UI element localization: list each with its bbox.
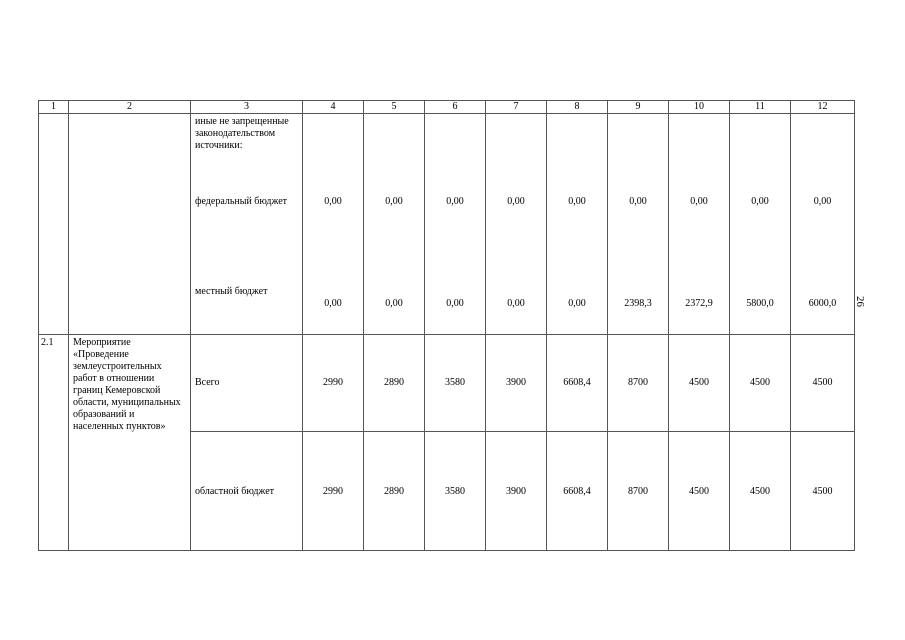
table-row	[39, 335, 855, 432]
federal-budget-label: федеральный бюджет	[195, 196, 288, 207]
column-number: 5	[364, 101, 425, 114]
federal-value: 0,00	[751, 196, 769, 207]
column-number: 3	[191, 101, 303, 114]
regional-value: 4500	[750, 486, 770, 497]
value-cell	[303, 432, 364, 551]
total-value: 3900	[506, 377, 526, 388]
local-value: 0,00	[385, 298, 403, 309]
total-label: Всего	[195, 377, 220, 388]
row-number: 2.1	[39, 335, 69, 551]
column-number: 2	[69, 101, 191, 114]
column-number: 1	[39, 101, 69, 114]
value-cell	[547, 335, 608, 432]
value-cell	[303, 335, 364, 432]
value-cell	[303, 114, 364, 335]
local-value: 5800,0	[746, 298, 774, 309]
column-number: 8	[547, 101, 608, 114]
value-cell	[791, 432, 855, 551]
source-cell	[191, 114, 303, 335]
budget-table	[38, 100, 855, 551]
value-cell	[547, 114, 608, 335]
column-number: 12	[791, 101, 855, 114]
total-value: 8700	[628, 377, 648, 388]
value-cell	[364, 114, 425, 335]
federal-value: 0,00	[813, 196, 832, 207]
value-cell	[486, 432, 547, 551]
column-number-row	[39, 101, 855, 114]
column-number: 7	[486, 101, 547, 114]
value-cell	[486, 114, 547, 335]
local-value: 0,00	[446, 298, 464, 309]
value-cell	[669, 335, 730, 432]
local-value: 2398,3	[624, 298, 652, 309]
value-cell	[669, 432, 730, 551]
federal-value: 0,00	[385, 196, 403, 207]
value-cell	[730, 114, 791, 335]
source-cell	[191, 432, 303, 551]
total-value: 2890	[384, 377, 404, 388]
total-value: 4500	[750, 377, 770, 388]
table-row	[39, 114, 855, 335]
federal-value: 0,00	[629, 196, 647, 207]
page-number: 26	[854, 296, 866, 307]
value-cell	[425, 432, 486, 551]
activity-cell	[69, 114, 191, 335]
column-number: 4	[303, 101, 364, 114]
column-number: 9	[608, 101, 669, 114]
regional-value: 8700	[628, 486, 648, 497]
value-cell	[425, 114, 486, 335]
federal-value: 0,00	[446, 196, 464, 207]
regional-value: 3900	[506, 486, 526, 497]
federal-value: 0,00	[324, 196, 342, 207]
value-cell	[364, 432, 425, 551]
local-value: 0,00	[568, 298, 586, 309]
regional-value: 4500	[812, 486, 833, 497]
total-value: 4500	[689, 377, 709, 388]
federal-value: 0,00	[507, 196, 525, 207]
total-value: 3580	[445, 377, 465, 388]
federal-value: 0,00	[568, 196, 586, 207]
value-cell	[669, 114, 730, 335]
local-value: 2372,9	[685, 298, 713, 309]
total-value: 4500	[812, 377, 833, 388]
source-cell	[191, 335, 303, 432]
total-value: 2990	[323, 377, 343, 388]
other-sources-label: иные не запрещенные законодательством источники:	[195, 116, 289, 151]
federal-value: 0,00	[690, 196, 708, 207]
column-number: 10	[669, 101, 730, 114]
value-cell	[791, 335, 855, 432]
value-cell	[608, 114, 669, 335]
row-number-cell	[39, 114, 69, 335]
local-budget-label: местный бюджет	[195, 286, 268, 297]
value-cell	[547, 432, 608, 551]
value-cell	[364, 335, 425, 432]
local-value: 0,00	[324, 298, 342, 309]
regional-budget-label: областной бюджет	[195, 486, 275, 497]
local-value: 0,00	[507, 298, 525, 309]
value-cell	[730, 432, 791, 551]
activity-title: Мероприятие «Проведение землеустроительных работ в отношении границ Кемеровской области, муниципальных образований и населенных пунктов»	[69, 335, 191, 551]
value-cell	[608, 432, 669, 551]
column-number: 11	[730, 101, 791, 114]
regional-value: 3580	[445, 486, 465, 497]
value-cell	[608, 335, 669, 432]
column-number: 6	[425, 101, 486, 114]
value-cell	[486, 335, 547, 432]
regional-value: 4500	[689, 486, 709, 497]
value-cell	[730, 335, 791, 432]
regional-value: 6608,4	[563, 486, 591, 497]
regional-value: 2890	[384, 486, 404, 497]
local-value: 6000,0	[808, 298, 837, 309]
regional-value: 2990	[323, 486, 343, 497]
value-cell	[425, 335, 486, 432]
value-cell	[791, 114, 855, 335]
total-value: 6608,4	[563, 377, 591, 388]
